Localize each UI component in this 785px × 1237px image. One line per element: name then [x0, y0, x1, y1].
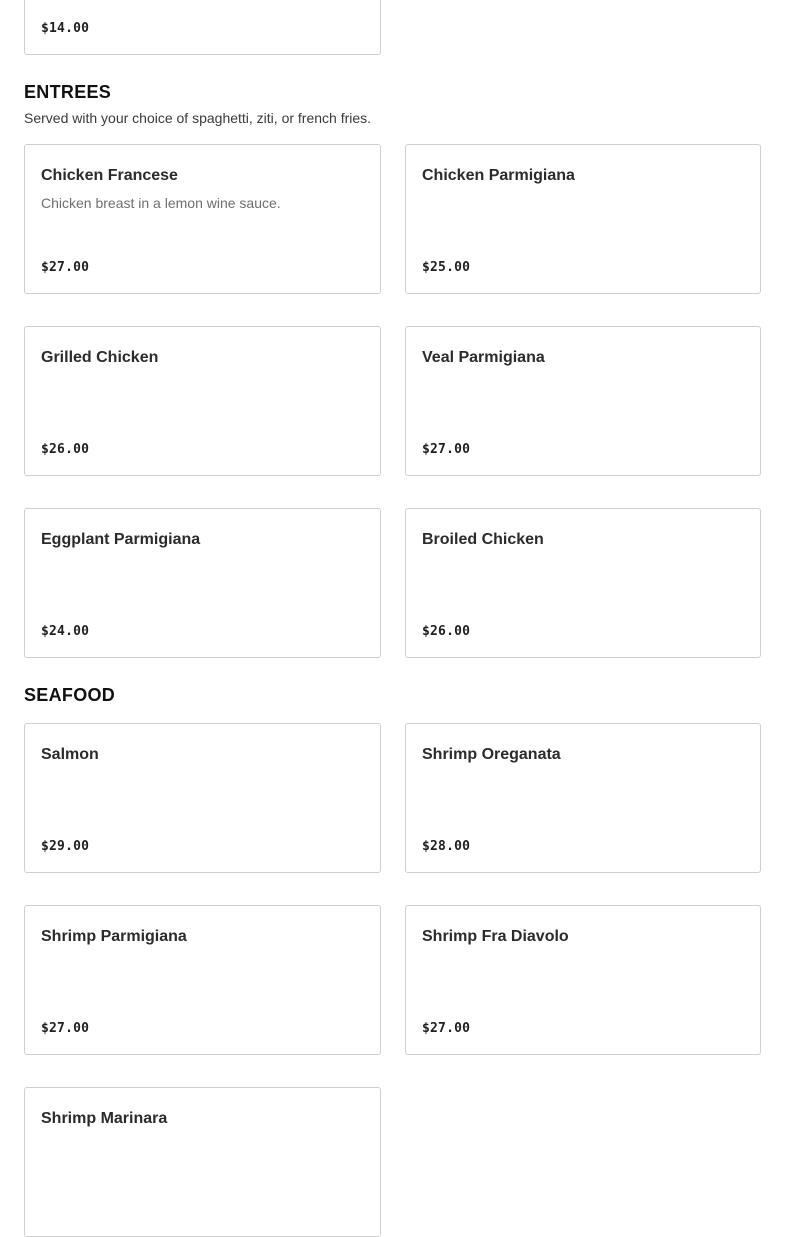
menu-item-card[interactable]: [24, 144, 381, 294]
item-name: Shrimp Fra Diavolo: [422, 928, 569, 945]
item-price: $26.00: [41, 442, 90, 457]
item-name: Veal Parmigiana: [422, 349, 545, 366]
entrees-section-header: [24, 80, 761, 128]
seafood-grid: [24, 723, 761, 1237]
item-price: $25.00: [422, 260, 471, 275]
item-name: Shrimp Marinara: [41, 1110, 168, 1127]
item-price: $24.00: [41, 624, 90, 639]
item-price: $27.00: [41, 260, 90, 275]
section-description: Served with your choice of spaghetti, ziti, or french fries.: [24, 110, 372, 126]
item-name: Chicken Francese: [41, 167, 178, 184]
menu-page: [24, 0, 761, 1237]
item-price: $27.00: [422, 1021, 471, 1036]
menu-item-card[interactable]: [24, 1087, 381, 1237]
item-description: Chicken breast in a lemon wine sauce.: [41, 195, 281, 211]
item-name: Salmon: [41, 746, 99, 763]
menu-item-card[interactable]: [24, 326, 381, 476]
menu-item-card[interactable]: [24, 905, 381, 1055]
menu-item-card[interactable]: [24, 723, 381, 873]
item-name: Grilled Chicken: [41, 349, 159, 366]
item-name: Chicken Parmigiana: [422, 167, 575, 184]
section-title: SEAFOOD: [24, 685, 116, 705]
item-price: $26.00: [422, 624, 471, 639]
menu-item-card[interactable]: [24, 508, 381, 658]
item-price: $27.00: [41, 1021, 90, 1036]
section-title: ENTREES: [24, 82, 112, 102]
menu-item-card[interactable]: [405, 144, 761, 294]
menu-item-card[interactable]: [405, 326, 761, 476]
item-name: Shrimp Oreganata: [422, 746, 561, 763]
item-name: Shrimp Parmigiana: [41, 928, 187, 945]
item-price: $29.00: [41, 839, 90, 854]
item-name: Eggplant Parmigiana: [41, 531, 201, 548]
menu-item-card[interactable]: [405, 905, 761, 1055]
seafood-section-header: [24, 683, 761, 707]
item-price: $28.00: [422, 839, 471, 854]
previous-section-grid: [24, 0, 761, 55]
entrees-grid: [24, 144, 761, 658]
menu-item-card[interactable]: [24, 0, 381, 55]
item-price: $27.00: [422, 442, 471, 457]
menu-item-card[interactable]: [405, 723, 761, 873]
item-name: Broiled Chicken: [422, 531, 544, 548]
item-price: $14.00: [41, 21, 90, 36]
menu-item-card[interactable]: [405, 508, 761, 658]
